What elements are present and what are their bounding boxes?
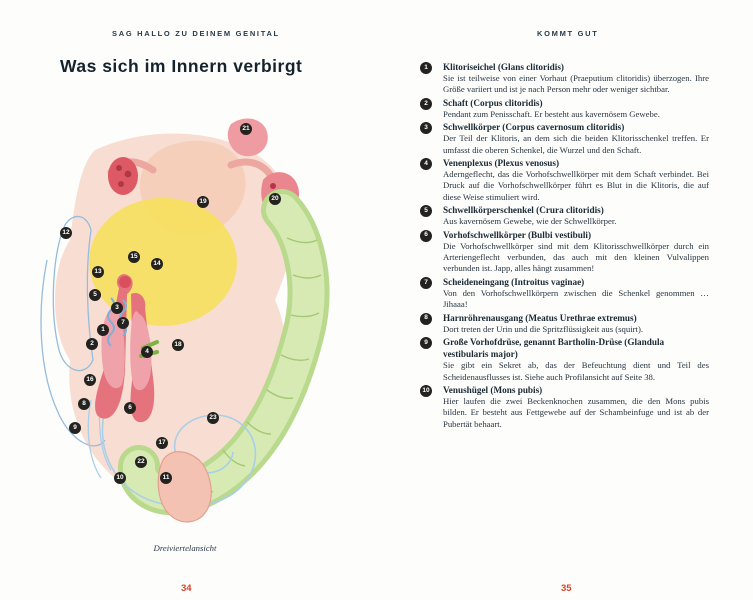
figure-marker: 11: [160, 472, 172, 484]
figure-marker: 13: [92, 266, 104, 278]
item-number-badge: 9: [420, 337, 432, 349]
item-term: Harnröhrenausgang (Meatus Urethrae extremus): [443, 312, 637, 323]
item-term: Schwellkörper (Corpus cavernosum clitoridis): [443, 122, 625, 133]
item-term: Große Vorhofdrüse, genannt Bartholin-Drüse (Glandula vestibularis major): [443, 337, 665, 360]
figure-marker: 20: [269, 193, 281, 205]
figure-marker: 8: [78, 398, 90, 410]
item-body: Aus kavernösem Gewebe, wie der Schwellkörper.: [443, 216, 617, 227]
item-number-badge: 5: [420, 205, 432, 217]
figure-marker: 23: [207, 412, 219, 424]
item-term: Scheideneingang (Introitus vaginae): [443, 276, 585, 287]
list-item: [420, 312, 709, 335]
list-item: [420, 336, 709, 383]
list-item: [420, 157, 709, 203]
item-term: Venenplexus (Plexus venosus): [443, 158, 560, 169]
list-item: [420, 276, 709, 311]
figure-marker: 17: [156, 437, 168, 449]
figure-marker: 9: [69, 422, 81, 434]
item-body: Hier laufen die zwei Beckenknochen zusammen, die den Mons pubis bilden. Er besteht aus Fettgewebe auf der Schambeinfuge und ist ab der Pubertät behaart.: [443, 395, 709, 429]
list-item: [420, 61, 709, 96]
anatomy-figure: [35, 110, 335, 550]
item-number-badge: 4: [420, 158, 432, 170]
list-item: [420, 229, 709, 275]
item-number-badge: 7: [420, 277, 432, 289]
item-number-badge: 10: [420, 385, 432, 397]
figure-marker: 15: [128, 251, 140, 263]
figure-caption: Dreiviertelansicht: [153, 543, 217, 553]
list-item: [420, 384, 709, 430]
figure-marker: 22: [135, 456, 147, 468]
item-term: Vorhofschwellkörper (Bulbi vestibuli): [443, 229, 592, 240]
figure-marker: 19: [197, 196, 209, 208]
figure-marker: 1: [97, 324, 109, 336]
page-number-right: 35: [561, 583, 572, 594]
list-item: [420, 97, 709, 120]
list-item: [420, 121, 709, 156]
item-number-badge: 3: [420, 122, 432, 134]
figure-marker: 14: [151, 258, 163, 270]
figure-marker: 3: [111, 302, 123, 314]
item-term: Schwellkörperschenkel (Crura clitoridis): [443, 205, 604, 216]
item-body: Der Teil der Klitoris, an dem sich die beiden Klitorisschenkel treffen. Er umfasst die oberen Schenkel, die Wurzel und den Schaft.: [443, 133, 709, 155]
figure-marker: 12: [60, 227, 72, 239]
item-term: Schaft (Corpus clitoridis): [443, 97, 543, 108]
definition-list: [420, 61, 709, 431]
figure-marker: 6: [124, 402, 136, 414]
item-number-badge: 6: [420, 230, 432, 242]
item-body: Pendant zum Penisschaft. Er besteht aus kavernösem Gewebe.: [443, 108, 660, 119]
item-number-badge: 1: [420, 62, 432, 74]
running-head-right: KOMMT GUT: [537, 29, 599, 38]
figure-marker: 2: [86, 338, 98, 350]
figure-marker: 16: [84, 374, 96, 386]
item-term: Klitoriseichel (Glans clitoridis): [443, 62, 564, 72]
running-head-left: SAG HALLO ZU DEINEM GENITAL: [112, 29, 280, 38]
item-body: Sie gibt ein Sekret ab, das der Befeuchtung dient und Teil des Scheidenausflusses ist. Siehe auch Profilansicht auf Seite 38.: [443, 360, 709, 382]
figure-marker: 21: [240, 123, 252, 135]
anatomy-illustration: [35, 110, 335, 550]
item-number-badge: 8: [420, 313, 432, 325]
list-item: [420, 204, 709, 227]
page-title: Was sich im Innern verbirgt: [60, 56, 303, 76]
item-number-badge: 2: [420, 98, 432, 110]
item-body: Sie ist teilweise von einer Vorhaut (Praeputium clitoridis) überzogen. Ihre Größe variiert und ist je nach Person mehr oder weniger sichtbar.: [443, 73, 709, 95]
item-term: Venushügel (Mons pubis): [443, 384, 543, 395]
page-number-left: 34: [181, 583, 192, 594]
item-body: Dort treten der Urin und die Spritzflüssigkeit aus (squirt).: [443, 323, 644, 334]
figure-marker: 7: [117, 317, 129, 329]
item-body: Aderngeflecht, das die Vorhofschwellkörper mit dem Schaft verbindet. Bei Druck auf die Vorhofschwellkörper führt es Blut in die Klitoris, die auf diese Weise stimuliert wird.: [443, 169, 709, 202]
figure-marker: 4: [141, 346, 153, 358]
figure-marker: 18: [172, 339, 184, 351]
item-body: Von den Vorhofschwellkörpern zwischen die Schenkel genommen … Jihaaa!: [443, 287, 709, 310]
figure-marker: 10: [114, 472, 126, 484]
figure-marker: 5: [89, 289, 101, 301]
item-body: Die Vorhofschwellkörper sind mit dem Klitorisschwellkörper durch ein Arteriengeflecht verbunden, das auch mit den kleinen Vulvalippen verbunden ist. Japp, alles hängt zusammen!: [443, 240, 709, 274]
